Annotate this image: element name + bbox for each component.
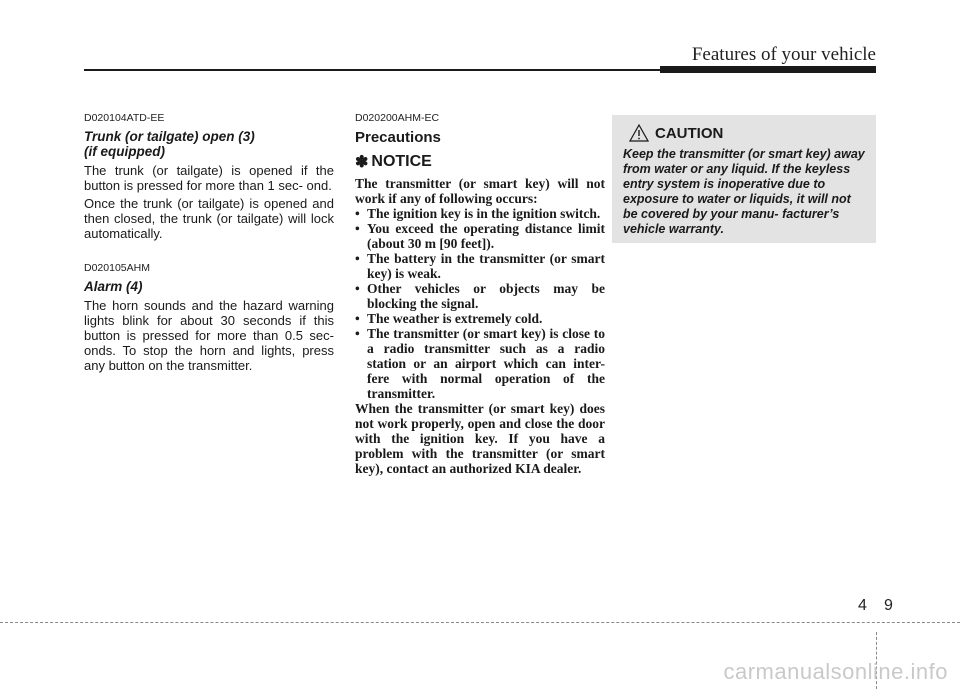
section-title-alarm: Alarm (4) xyxy=(84,279,143,294)
notice-intro: The transmitter (or smart key) will not work if any of following occurs: xyxy=(355,176,605,206)
paragraph: Once the trunk (or tailgate) is opened and then closed, the trunk (or tailgate) will lock automatically. xyxy=(84,196,334,241)
column-middle xyxy=(355,112,605,476)
list-item: • You exceed the operating distance limit (about 30 m [90 feet]). xyxy=(355,221,605,251)
section-code: D020105AHM xyxy=(84,262,150,274)
header-tab-bar xyxy=(660,66,876,73)
notice-label xyxy=(355,152,605,172)
page-header-title: Features of your vehicle xyxy=(691,44,876,65)
watermark: carmanualsonline.info xyxy=(723,659,948,684)
header-rule xyxy=(84,69,660,71)
list-item: • The weather is extremely cold. xyxy=(355,311,605,326)
warning-triangle-icon xyxy=(629,124,649,142)
caution-title-text: CAUTION xyxy=(655,124,724,142)
section-heading-precautions: Precautions xyxy=(355,129,441,146)
section-title-line: (if equipped) xyxy=(84,144,165,159)
page-number: 9 xyxy=(884,597,893,614)
caution-title xyxy=(623,124,866,142)
notice-list xyxy=(355,206,605,401)
section-title-line: Trunk (or tailgate) open (3) xyxy=(84,129,255,144)
list-item: • The battery in the transmitter (or smart key) is weak. xyxy=(355,251,605,281)
list-item: • Other vehicles or objects may be blocking the signal. xyxy=(355,281,605,311)
notice-star-icon: ✽ xyxy=(355,154,369,171)
caution-body: Keep the transmitter (or smart key) away from water or any liquid. If the keyless entry system is inoperative due to exposure to water or liquids, it will not be covered by your manu- facturer’s vehicle warranty. xyxy=(623,147,865,236)
caution-box xyxy=(612,115,876,243)
paragraph: The trunk (or tailgate) is opened if the button is pressed for more than 1 sec- ond. xyxy=(84,163,334,193)
list-item: • The ignition key is in the ignition switch. xyxy=(355,206,605,221)
chapter-number: 4 xyxy=(858,597,867,614)
notice-text: NOTICE xyxy=(371,153,432,170)
notice-closing: When the transmitter (or smart key) does not work properly, open and close the door with the ignition key. If you have a problem with the transmitter (or smart key), contact an authorized KIA dealer. xyxy=(355,401,605,476)
section-code: D020200AHM-EC xyxy=(355,112,440,124)
footer-divider xyxy=(0,622,960,623)
section-title-trunk xyxy=(84,129,334,159)
section-code: D020104ATD-EE xyxy=(84,112,165,124)
column-left xyxy=(84,112,334,376)
list-item: • The transmitter (or smart key) is close to a radio transmitter such as a radio station or an airport which can inter- fere with normal operation of the transmitter. xyxy=(355,326,605,401)
paragraph: The horn sounds and the hazard warning lights blink for about 30 seconds if this button is pressed for more than 0.5 sec- onds. To stop the horn and lights, press any button on the transmitter. xyxy=(84,298,334,373)
